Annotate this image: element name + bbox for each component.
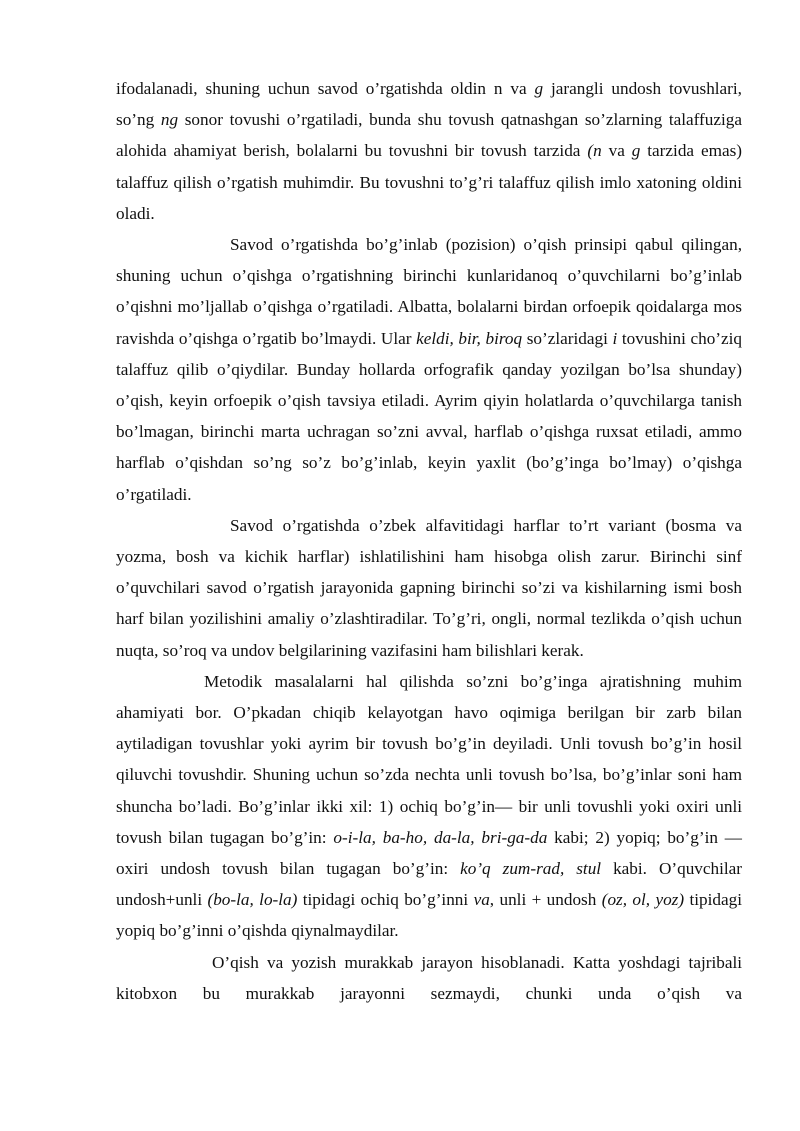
- text-run: sonor tovushi o’rgatiladi, bunda shu tovush qatnashgan so’zlarning talaffuziga alohida ahamiyat berish, bolalarni bu tovushni bir tovush tarzida: [116, 110, 742, 161]
- text-run: tovushini cho’ziq talaffuz qilib o’qiydilar. Bunday hollarda orfografik qanday yozilgan bo’lsa shunday) o’qish, keyin orfoepik o’qish tavsiya etiladi. Ayrim qiyin holatlarda o’quvchilarga tanish bo’lmagan, birinchi marta uchragan so’zni avval, harflab o’qishga ruxsat etiladi, ammo harflab o’qishdan so’ng so’z bo’g’inlab, keyin yaxlit (bo’g’inga bo’lmay) o’qishga o’rgatiladi.: [116, 328, 743, 504]
- text-run: Metodik masalalarni hal qilishda so’zni bo’g’inga ajratishning muhim ahamiyati bor. O’pkadan chiqib kelayotgan havo oqimiga berilgan bir zarb bilan aytiladigan tovushlar yoki ayrim bir tovush bo’g’in deyiladi. Unli tovush bo’g’in hosil qiluvchi tovushdir. Shuning uchun so’zda nechta unli tovush bo’lsa, bo’g’inlar soni ham shuncha bo’ladi. Bo’g’inlar ikki xil: 1) ochiq bo’g’in— bir unli tovushli yoki oxiri unli tovush bilan tugagan bo’g’in:: [116, 671, 742, 847]
- text-run: so’zlaridagi: [522, 328, 613, 348]
- text-run: , unli + undosh: [489, 890, 602, 910]
- document-page: [116, 73, 742, 1009]
- text-run: tarzida emas) talaffuz qilish o’rgatish muhimdir. Bu tovushni to’g’ri talaffuz qilish imlo xatoning oldini oladi.: [116, 141, 742, 223]
- text-run: tipidagi ochiq bo’g’inni: [297, 890, 474, 910]
- text-run: Savod o’rgatishda bo’g’inlab (pozision) o’qish prinsipi qabul qilingan, shuning uchun o’qishga o’rgatishning birinchi kunlaridanoq o’quvchilarni bo’g’inlab o’qishni mo’ljallab o’qishga o’rgatiladi. Albatta, bolalarni birdan orfoepik qoidalarga mos ravishda o’qishga o’rgatib bo’lmaydi. Ular: [116, 235, 742, 348]
- text-run: ifodalanadi, shuning uchun savod o’rgatishda oldin n va: [116, 79, 535, 98]
- italic-text: i: [612, 328, 618, 348]
- italic-text: (oz, ol, yoz): [601, 890, 685, 910]
- italic-text: ng: [160, 110, 179, 130]
- paragraph: [116, 947, 742, 1009]
- italic-text: (bo-la, lo-la): [207, 890, 298, 910]
- text-run: kabi; 2) yopiq; bo’g’in — oxiri undosh tovush bilan tugagan bo’g’in:: [116, 827, 742, 879]
- text-run: va: [601, 141, 632, 161]
- paragraph: [116, 73, 742, 229]
- text-run: O’qish va yozish murakkab jarayon hisoblanadi. Katta yoshdagi tajribali kitobxon bu murakkab jarayonni sezmaydi, chunki unda o’qish va: [116, 952, 742, 1003]
- paragraph: [116, 510, 742, 666]
- paragraph: [116, 229, 742, 510]
- italic-text: (n: [587, 141, 602, 161]
- paragraph: [116, 666, 742, 947]
- italic-text: o-i-la, ba-ho, da-la, bri-ga-da: [333, 827, 548, 847]
- italic-text: g: [534, 79, 544, 98]
- italic-text: g: [631, 141, 641, 161]
- italic-text: keldi, bir, biroq: [416, 328, 523, 348]
- italic-text: ko’q zum-rad, stul: [460, 859, 602, 879]
- text-run: kabi. O’quvchilar undosh+unli: [116, 859, 743, 910]
- text-run: Savod o’rgatishda o’zbek alfavitidagi harflar to’rt variant (bosma va yozma, bosh va kichik harflar) ishlatilishini ham hisobga olish zarur. Birinchi sinf o’quvchilari savod o’rgatish jarayonida gapning birinchi so’zi va kishilarning ismi bosh harf bilan yozilishini amaliy o’zlashtiradilar. To’g’ri, ongli, normal tezlikda o’qish uchun nuqta, so’roq va undov belgilarining vazifasini ham bilishlari kerak.: [116, 515, 742, 660]
- text-run: jarangli undosh tovushlari, so’ng: [116, 79, 742, 130]
- italic-text: va: [473, 890, 490, 910]
- text-run: tipidagi yopiq bo’g’inni o’qishda qiynalmaydilar.: [116, 890, 742, 941]
